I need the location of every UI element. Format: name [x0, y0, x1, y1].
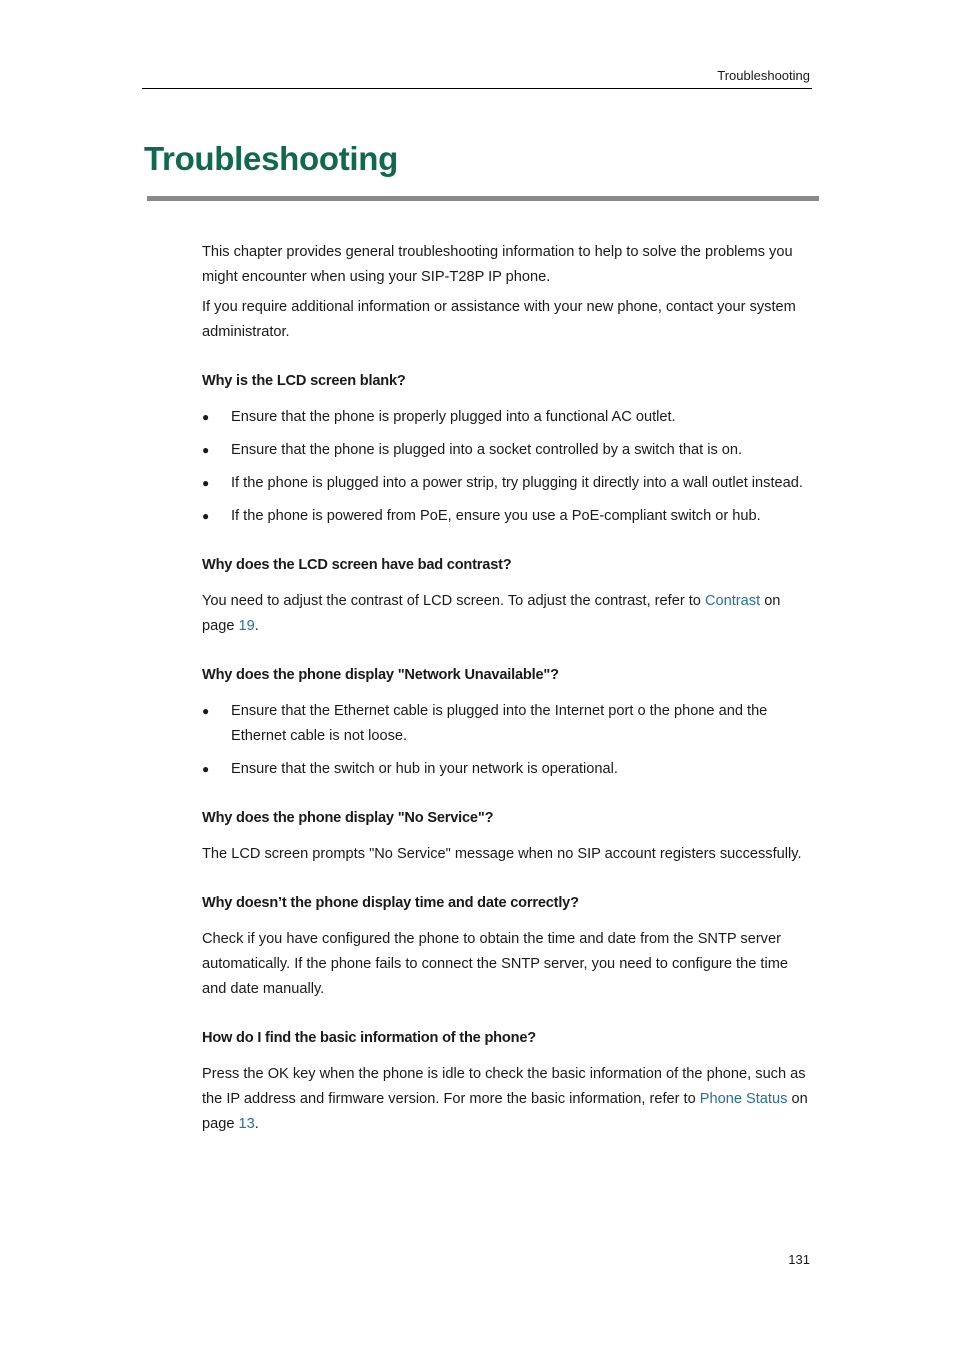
- question-heading: Why is the LCD screen blank?: [202, 373, 406, 389]
- answer-text: on page: [202, 1091, 808, 1132]
- list-item-text: Ensure that the phone is properly plugged into a functional AC outlet.: [231, 409, 676, 425]
- contrast-link[interactable]: Contrast: [704, 593, 761, 609]
- bullet-icon: ●: [202, 509, 210, 523]
- question-heading: Why does the LCD screen have bad contrast?: [202, 557, 512, 573]
- list-item-text: Ensure that the phone is plugged into a socket controlled by a switch that is on.: [231, 442, 743, 458]
- page-link[interactable]: 13: [238, 1116, 255, 1132]
- question-heading: Why does the phone display "No Service"?: [202, 810, 494, 826]
- answer-paragraph: [202, 1062, 814, 1137]
- bullet-list: [202, 699, 814, 782]
- list-item: [202, 438, 814, 463]
- answer-paragraph: The LCD screen prompts "No Service" message when no SIP account registers successfully.: [202, 846, 802, 862]
- page-link[interactable]: 19: [238, 618, 255, 634]
- answer-text: .: [254, 618, 259, 634]
- question-heading: How do I find the basic information of the phone?: [202, 1030, 536, 1046]
- answer-paragraph: [202, 589, 814, 639]
- list-item-text: If the phone is plugged into a power strip, try plugging it directly into a wall outlet instead.: [231, 475, 803, 491]
- bullet-icon: ●: [202, 476, 210, 490]
- answer-text: Press the OK key when the phone is idle to check the basic information of the phone, such as the IP address and firmware version. For more the basic information, refer to: [202, 1066, 806, 1107]
- list-item-text: Ensure that the Ethernet cable is plugged into the Internet port o the phone and the Ethernet cable is not loose.: [231, 703, 768, 744]
- phone-status-link[interactable]: Phone Status: [699, 1091, 788, 1107]
- question-heading: Why does the phone display "Network Unavailable"?: [202, 667, 559, 683]
- chapter-title: Troubleshooting: [144, 140, 398, 177]
- answer-text: .: [254, 1116, 259, 1132]
- answer-text: You need to adjust the contrast of LCD screen. To adjust the contrast, refer to: [202, 593, 705, 609]
- running-header: [142, 66, 812, 89]
- running-header-title: Troubleshooting: [717, 68, 810, 83]
- answer-text: on page: [202, 593, 781, 634]
- list-item: [202, 504, 814, 529]
- bullet-list: [202, 405, 814, 529]
- bullet-icon: ●: [202, 762, 210, 776]
- list-item: [202, 471, 814, 496]
- list-item: [202, 405, 814, 430]
- list-item-text: Ensure that the switch or hub in your network is operational.: [231, 761, 618, 777]
- bullet-icon: ●: [202, 410, 210, 424]
- answer-paragraph: Check if you have configured the phone to obtain the time and date from the SNTP server automatically. If the phone fails to connect the SNTP server, you need to configure the time and date manually.: [202, 931, 788, 997]
- bullet-icon: ●: [202, 704, 210, 718]
- list-item: [202, 757, 814, 782]
- question-heading: Why doesn’t the phone display time and date correctly?: [202, 895, 579, 911]
- intro-paragraph: If you require additional information or assistance with your new phone, contact your system administrator.: [202, 299, 796, 340]
- main-content: [202, 240, 814, 1137]
- list-item-text: If the phone is powered from PoE, ensure you use a PoE-compliant switch or hub.: [231, 508, 761, 524]
- list-item: [202, 699, 814, 749]
- bullet-icon: ●: [202, 443, 210, 457]
- title-rule: [147, 196, 819, 201]
- intro-paragraph: This chapter provides general troubleshooting information to help to solve the problems you might encounter when using your SIP-T28P IP phone.: [202, 244, 793, 285]
- page-number: 131: [788, 1252, 810, 1267]
